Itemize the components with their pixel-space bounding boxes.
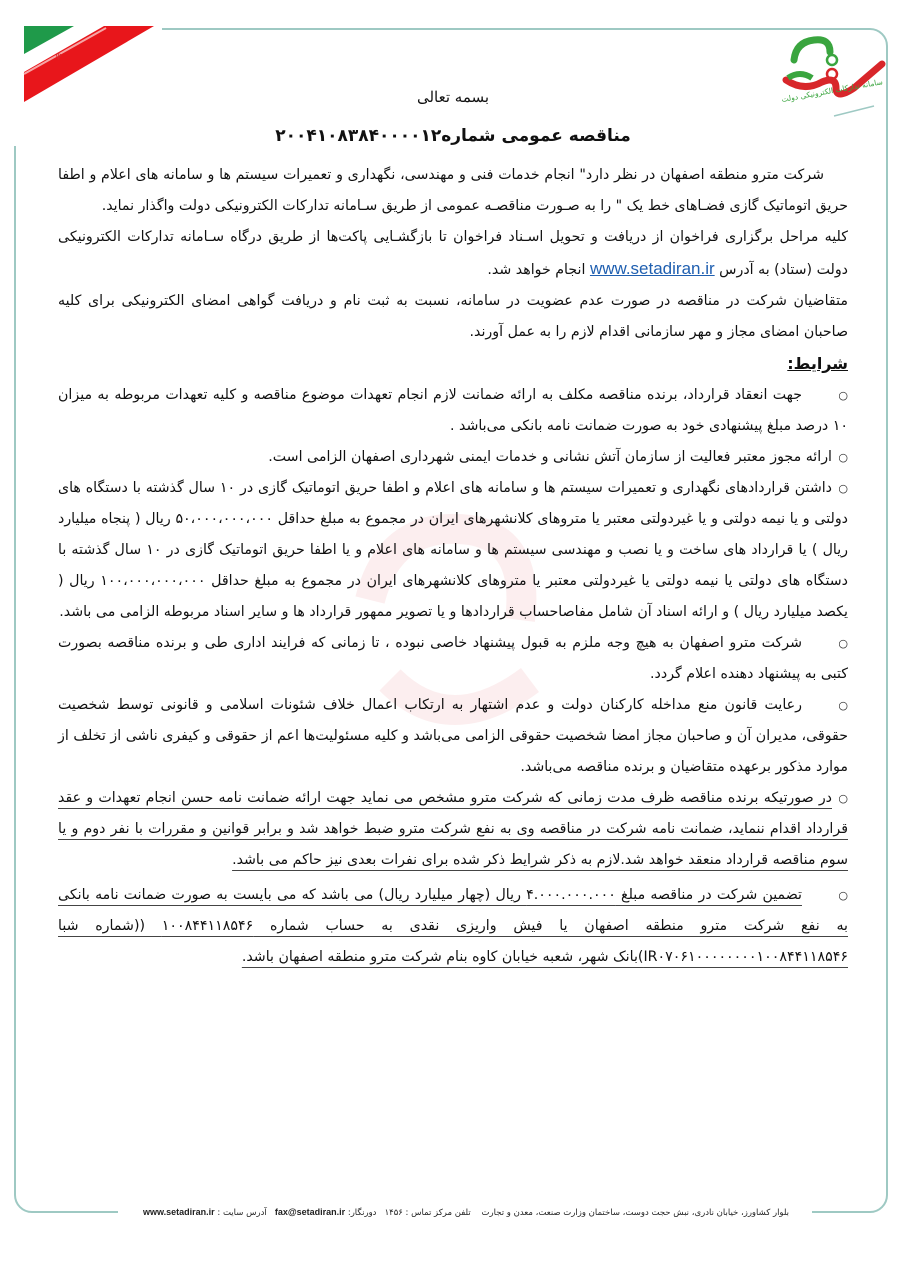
condition-item xyxy=(58,690,848,783)
condition-item-underlined xyxy=(58,880,848,973)
intro-p2-text: کلیه مراحل برگزاری فراخوان از دریافت و تحویل اسـناد فراخوان تا بازگشـایی پاکت‌ها از طریق درگاه سـامانه تدارکات الکترونیکی دولت (ستاد) به آدرس xyxy=(58,229,848,278)
bullet-icon: ○ xyxy=(838,482,848,495)
conditions-heading: شرایط: xyxy=(787,354,848,373)
footer-fax-label: دورنگار: xyxy=(347,1208,377,1218)
intro-paragraph-1: شرکت مترو منطقه اصفهان در نظر دارد" انجام خدمات فنی و مهندسی، نگهداری و تعمیرات سیستم ها و سامانه های اعلام و اطفا حریق اتوماتیک گازی فضـاهای خط یک " را به صـورت مناقصـه عمومی از طریق سـامانه تدارکات الکترونیکی دولت واگذار نماید. xyxy=(58,167,848,214)
condition-text: رعایت قانون منع مداخله کارکنان دولت و عدم اشتهار به ارتکاب اعمال خلاف شئونات اسلامی و قانونی توسط شخصیت حقوقی، مدیران آن و صاحبان مجاز امضا شخصیت حقوقی الزامی می‌باشد و کلیه مسئولیت‌ها اعم از حقوقی و کیفری ناشی از تخلف از موارد مذکور برعهده متقاضیان و برنده مناقصه می‌باشد. xyxy=(58,697,848,775)
bismillah: بسمه تعالی xyxy=(416,88,490,106)
page-footer xyxy=(120,1207,812,1218)
condition-item-underlined xyxy=(58,783,848,876)
condition-text: تضمین شرکت در مناقصه مبلغ ۴.۰۰۰.۰۰۰.۰۰۰ ریال (چهار میلیارد ریال) می باشد که می بایست به صورت ضمانت نامه بانکی به نفع شرکت مترو منطقه اصفهان یا فیش واریزی نقدی به حساب شماره ۱۰۰۸۴۴۱۱۸۵۴۶ ((شماره شبا IR۰۷۰۶۱۰۰۰۰۰۰۰۰۱۰۰۸۴۴۱۱۸۵۴۶)بانک شهر، شعبه خیابان کاوه بنام شرکت مترو منطقه اصفهان باشد. xyxy=(58,887,848,965)
condition-text: جهت انعقاد قرارداد، برنده مناقصه مکلف به ارائه ضمانت لازم انجام تعهدات موضوع مناقصه و کلیه تعهدات مربوطه به میزان ۱۰ درصد مبلغ پیشنهادی خود به صورت ضمانت نامه بانکی می‌باشد . xyxy=(58,387,848,434)
condition-text: داشتن قراردادهای نگهداری و تعمیرات سیستم ها و سامانه های اعلام و اطفا حریق اتوماتیک گازی در ۱۰ سال گذشته با دستگاه های دولتی و یا نیمه دولتی و یا غیردولتی معتبر یا متروهای کلانشهرهای ایران در مجموع به مبلغ حداقل ۵۰،۰۰۰،۰۰۰،۰۰۰ ریال ( پنجاه میلیارد ریال ) یا قرارداد های ساخت و یا نصب و مهندسی سیستم ها و سامانه های اعلام و یا اطفا حریق اتوماتیک گازی در ۱۰ سال گذشته با دستگاه های دولتی یا نیمه دولتی یا غیردولتی معتبر یا متروهای کلانشهرهای ایران در مجموع به مبلغ حداقل ۱۰۰،۰۰۰،۰۰۰،۰۰۰ ریال ( یکصد میلیارد ریال ) و ارائه اسناد آن شامل مفاصاحساب قراردادها و یا تصویر ممهور قرارداد ها و سایر اسناد مربوطه الزامی می باشد. xyxy=(58,480,849,620)
flag-emblem: ♆ xyxy=(54,52,63,63)
condition-item xyxy=(58,380,848,442)
intro-paragraph-2 xyxy=(58,222,848,286)
bullet-icon: ○ xyxy=(838,889,848,902)
condition-text: ارائه مجوز معتبر فعالیت از سازمان آتش نشانی و خدمات ایمنی شهرداری اصفهان الزامی است. xyxy=(268,449,832,465)
condition-item xyxy=(58,628,848,690)
tender-title: مناقصه عمومی شماره۲۰۰۴۱۰۸۳۸۴۰۰۰۰۱۲ xyxy=(275,126,631,146)
condition-text: شرکت مترو اصفهان به هیچ وجه ملزم به قبول پیشنهاد خاصی نبوده ، تا زمانی که فرایند اداری طی و برنده مناقصه بصورت کتبی به پیشنهاد دهنده اعلام گردد. xyxy=(58,635,848,682)
footer-fax[interactable]: fax@setadiran.ir xyxy=(274,1207,346,1217)
footer-address: بلوار کشاورز، خیابان نادری، نبش حجت دوست، ساختمان وزارت صنعت، معدن و تجارت xyxy=(481,1208,789,1218)
bullet-icon: ○ xyxy=(838,451,848,464)
logo-text: سامانه تدارکات الکترونیکی دولت xyxy=(780,77,884,104)
bullet-icon: ○ xyxy=(838,637,848,650)
intro-paragraph-3: متقاضیان شرکت در مناقصه در صورت عدم عضویت در سامانه، نسبت به ثبت نام و دریافت گواهی امضای الکترونیکی برای کلیه صاحبان امضای مجاز و مهر سازمانی اقدام لازم را به عمل آورند. xyxy=(58,293,848,340)
footer-phone: ۱۴۵۶ xyxy=(384,1208,403,1218)
bullet-icon: ○ xyxy=(838,699,848,712)
condition-item xyxy=(58,473,848,628)
bullet-icon: ○ xyxy=(838,389,848,402)
document-body xyxy=(58,88,848,973)
footer-phone-label: تلفن مرکز تماس : xyxy=(405,1208,471,1218)
footer-site-label: آدرس سایت : xyxy=(217,1208,267,1218)
bullet-icon: ○ xyxy=(838,792,848,805)
condition-text: در صورتیکه برنده مناقصه ظرف مدت زمانی که شرکت مترو مشخص می نماید جهت ارائه ضمانت نامه حسن انجام تعهدات و عقد قرارداد اقدام ننماید، ضمانت نامه شرکت در مناقصه وی به نفع شرکت مترو ضبط خواهد شد و برابر قوانین و مقررات با نفر دوم و یا سوم مناقصه قرارداد منعقد خواهد شد.لازم به ذکر شرایط ذکر شده برای نفرات بعدی نیز حاکم می باشد. xyxy=(58,790,848,868)
intro-p2-end: انجام خواهد شد. xyxy=(487,262,586,278)
setadiran-link[interactable]: www.setadiran.ir xyxy=(589,259,715,278)
condition-item xyxy=(58,442,848,473)
footer-site[interactable]: www.setadiran.ir xyxy=(142,1207,215,1217)
